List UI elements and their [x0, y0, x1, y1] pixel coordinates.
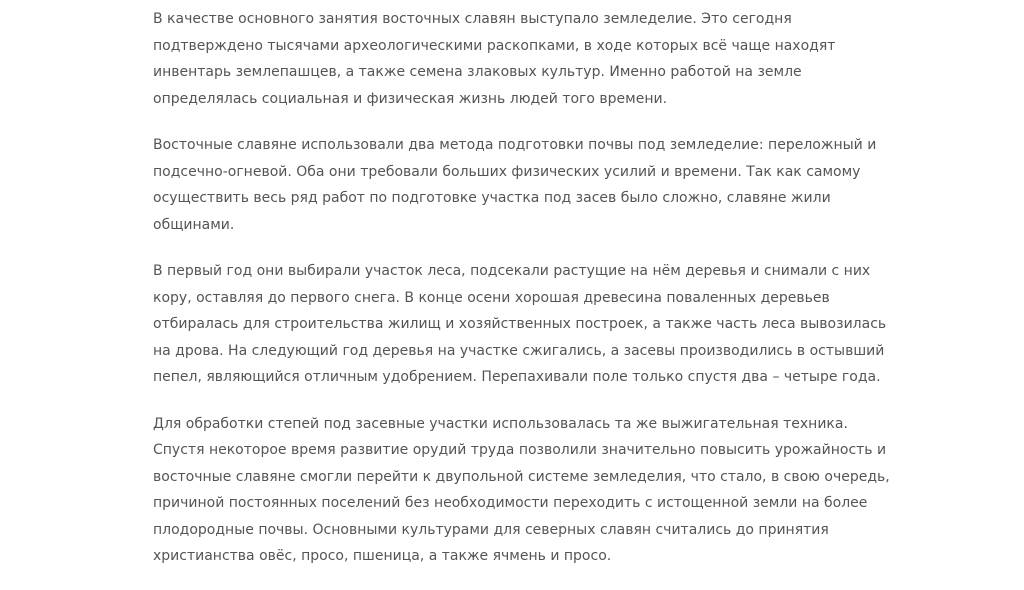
paragraph-1: В качестве основного занятия восточных славян выступало земледелие. Это сегодня подтверждено тысячами археологическими раскопками, в ходе которых всё чаще находят инвентарь землепашцев, а также семена злаковых культур. Именно работой на земле определялась социальная и физическая жизнь людей того времени. — [153, 11, 836, 107]
paragraph-4: Для обработки степей под засевные участки использовалась та же выжигательная техника. Спустя некоторое время развитие орудий труда позволили значительно повысить урожайность и восточные славяне смогли перейти к двупольной системе земледелия, что стало, в свою очередь, причиной постоянных поселений без необходимости переходить с истощенной земли на более плодородные почвы. Основными культурами для северных славян считались до принятия христианства овёс, просо, пшеница, а также ячмень и просо. — [153, 415, 890, 564]
article-body — [153, 6, 893, 590]
paragraph-3: В первый год они выбирали участок леса, подсекали растущие на нём деревья и снимали с них кору, оставляя до первого снега. В конце осени хорошая древесина поваленных деревьев отбиралась для строительства жилищ и хозяйственных построек, а также часть леса вывозилась на дрова. На следующий год деревья на участке сжигались, а засевы производились в остывший пепел, являющийся отличным удобрением. Перепахивали поле только спустя два – четыре года. — [153, 263, 887, 385]
paragraph-2: Восточные славяне использовали два метода подготовки почвы под земледелие: переложный и подсечно-огневой. Оба они требовали больших физических усилий и времени. Так как самому осуществить весь ряд работ по подготовке участка под засев было сложно, славяне жили общинами. — [153, 137, 877, 233]
